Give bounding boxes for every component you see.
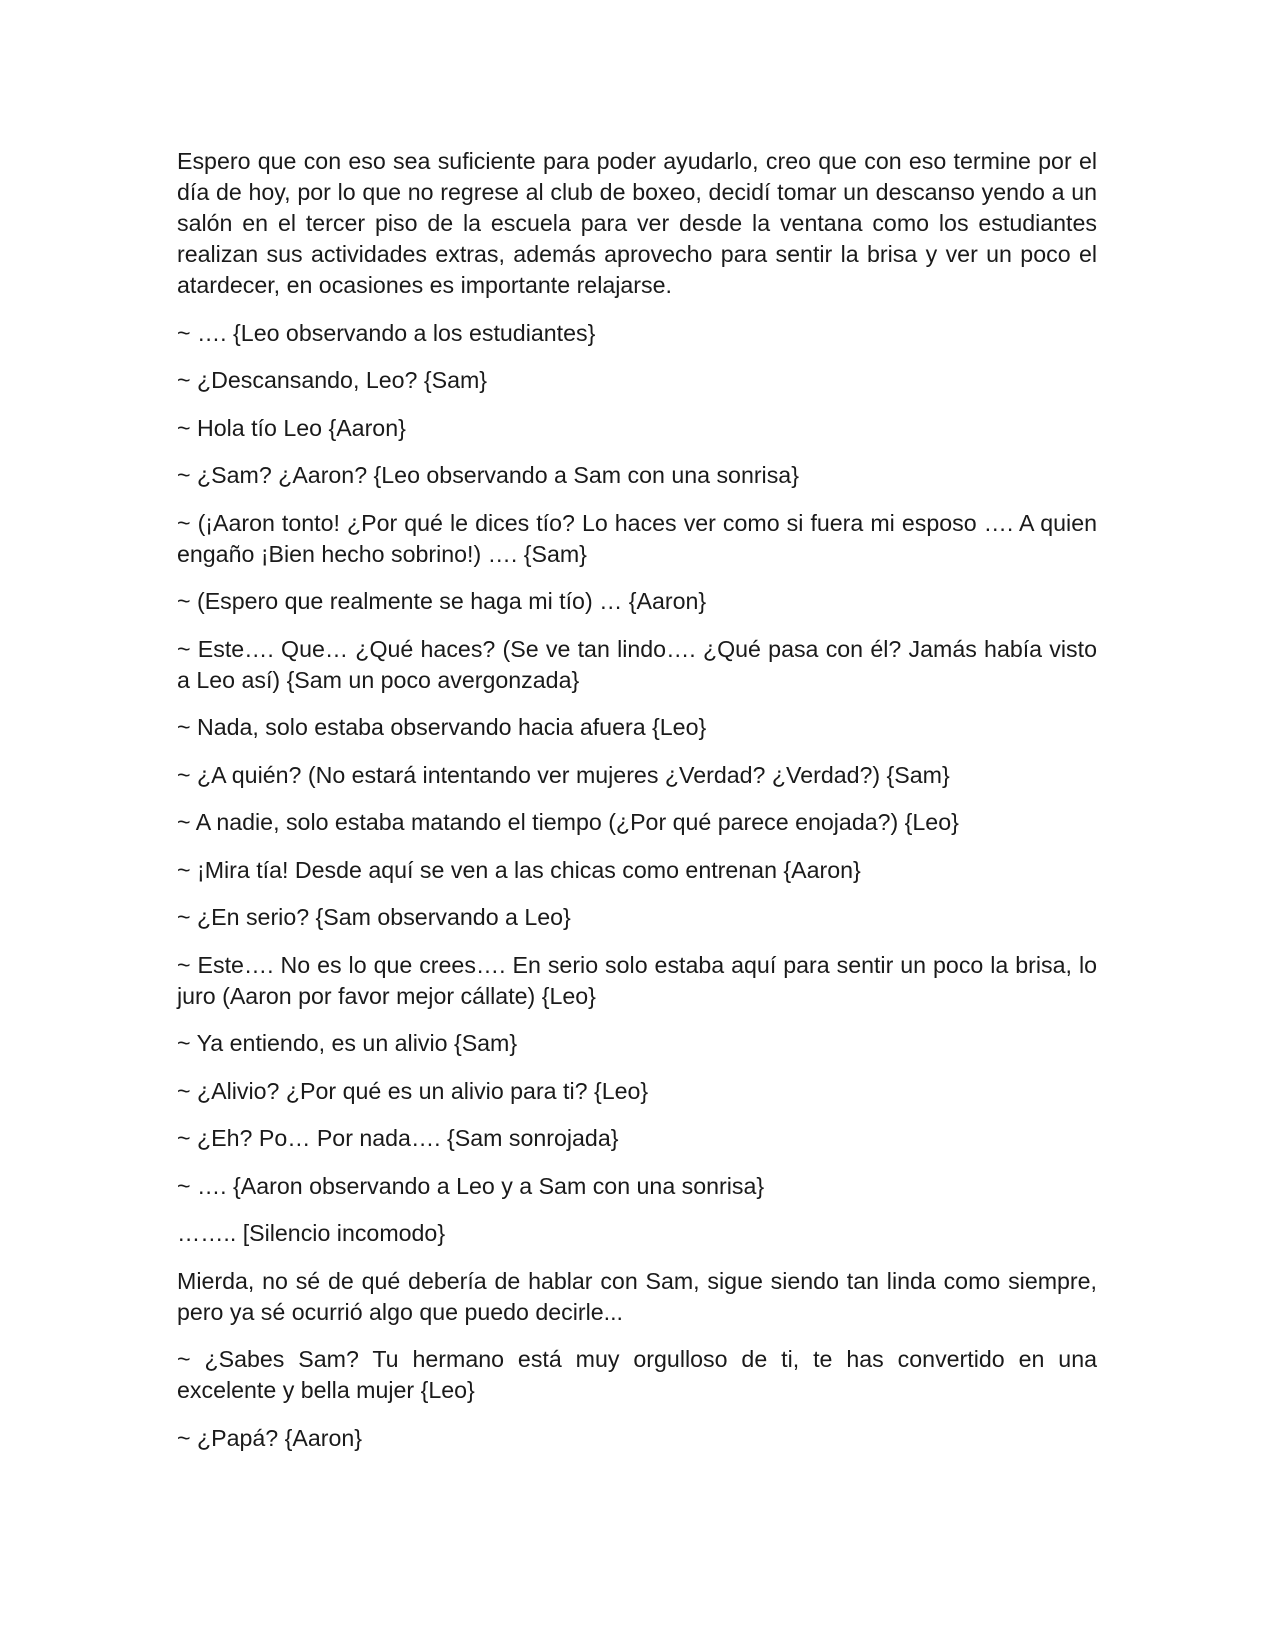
dialogue-line: ~ ¿Descansando, Leo? {Sam} xyxy=(177,367,488,393)
dialogue-line: ~ ¿Eh? Po… Por nada…. {Sam sonrojada} xyxy=(177,1125,619,1151)
dialogue-line: ~ ¿Papá? {Aaron} xyxy=(177,1424,363,1451)
stage-direction: …….. [Silencio incomodo} xyxy=(177,1220,446,1246)
dialogue-line: ~ ¿Sabes Sam? Tu hermano está muy orgulloso de ti, te has convertido en una excelente y bella mujer {Leo} xyxy=(177,1346,1097,1403)
dialogue-line: ~ (¡Aaron tonto! ¿Por qué le dices tío? Lo haces ver como si fuera mi esposo …. A quien engaño ¡Bien hecho sobrino!) …. {Sam} xyxy=(177,509,1097,567)
dialogue-line: ~ ¿Alivio? ¿Por qué es un alivio para ti? {Leo} xyxy=(177,1077,649,1104)
dialogue-line: ~ Este…. No es lo que crees…. En serio solo estaba aquí para sentir un poco la brisa, lo juro (Aaron por favor mejor cállate) {Leo} xyxy=(177,951,1097,1009)
dialogue-line: ~ ¡Mira tía! Desde aquí se ven a las chicas como entrenan {Aaron} xyxy=(177,856,861,883)
dialogue-line: ~ ¿Sam? ¿Aaron? {Leo observando a Sam con una sonrisa} xyxy=(177,462,799,488)
dialogue-line: ~ ¿A quién? (No estará intentando ver mujeres ¿Verdad? ¿Verdad?) {Sam} xyxy=(177,761,950,788)
dialogue-line: ~ …. {Aaron observando a Leo y a Sam con una sonrisa} xyxy=(177,1172,765,1199)
dialogue-line: ~ Hola tío Leo {Aaron} xyxy=(177,414,406,441)
narration-paragraph: Espero que con eso sea suficiente para poder ayudarlo, creo que con eso termine por el día de hoy, por lo que no regrese al club de boxeo, decidí tomar un descanso yendo a un salón en el tercer piso de la escuela para ver desde la ventana como los estudiantes realizan sus actividades extras, además aprovecho para sentir la brisa y ver un poco el atardecer, en ocasiones es importante relajarse. xyxy=(177,148,1097,298)
dialogue-line: ~ Este…. Que… ¿Qué haces? (Se ve tan lindo…. ¿Qué pasa con él? Jamás había visto a Leo así) {Sam un poco avergonzada} xyxy=(177,635,1097,693)
dialogue-line: ~ (Espero que realmente se haga mi tío) … {Aaron} xyxy=(177,588,707,614)
dialogue-line: ~ A nadie, solo estaba matando el tiempo (¿Por qué parece enojada?) {Leo} xyxy=(177,809,959,835)
dialogue-line: ~ ¿En serio? {Sam observando a Leo} xyxy=(177,904,571,930)
dialogue-line: ~ Ya entiendo, es un alivio {Sam} xyxy=(177,1030,518,1056)
document-page xyxy=(177,146,1097,1470)
dialogue-line: ~ …. {Leo observando a los estudiantes} xyxy=(177,319,596,346)
narration-paragraph: Mierda, no sé de qué debería de hablar con Sam, sigue siendo tan linda como siempre, pero ya sé ocurrió algo que puedo decirle... xyxy=(177,1267,1097,1325)
dialogue-line: ~ Nada, solo estaba observando hacia afuera {Leo} xyxy=(177,714,707,740)
